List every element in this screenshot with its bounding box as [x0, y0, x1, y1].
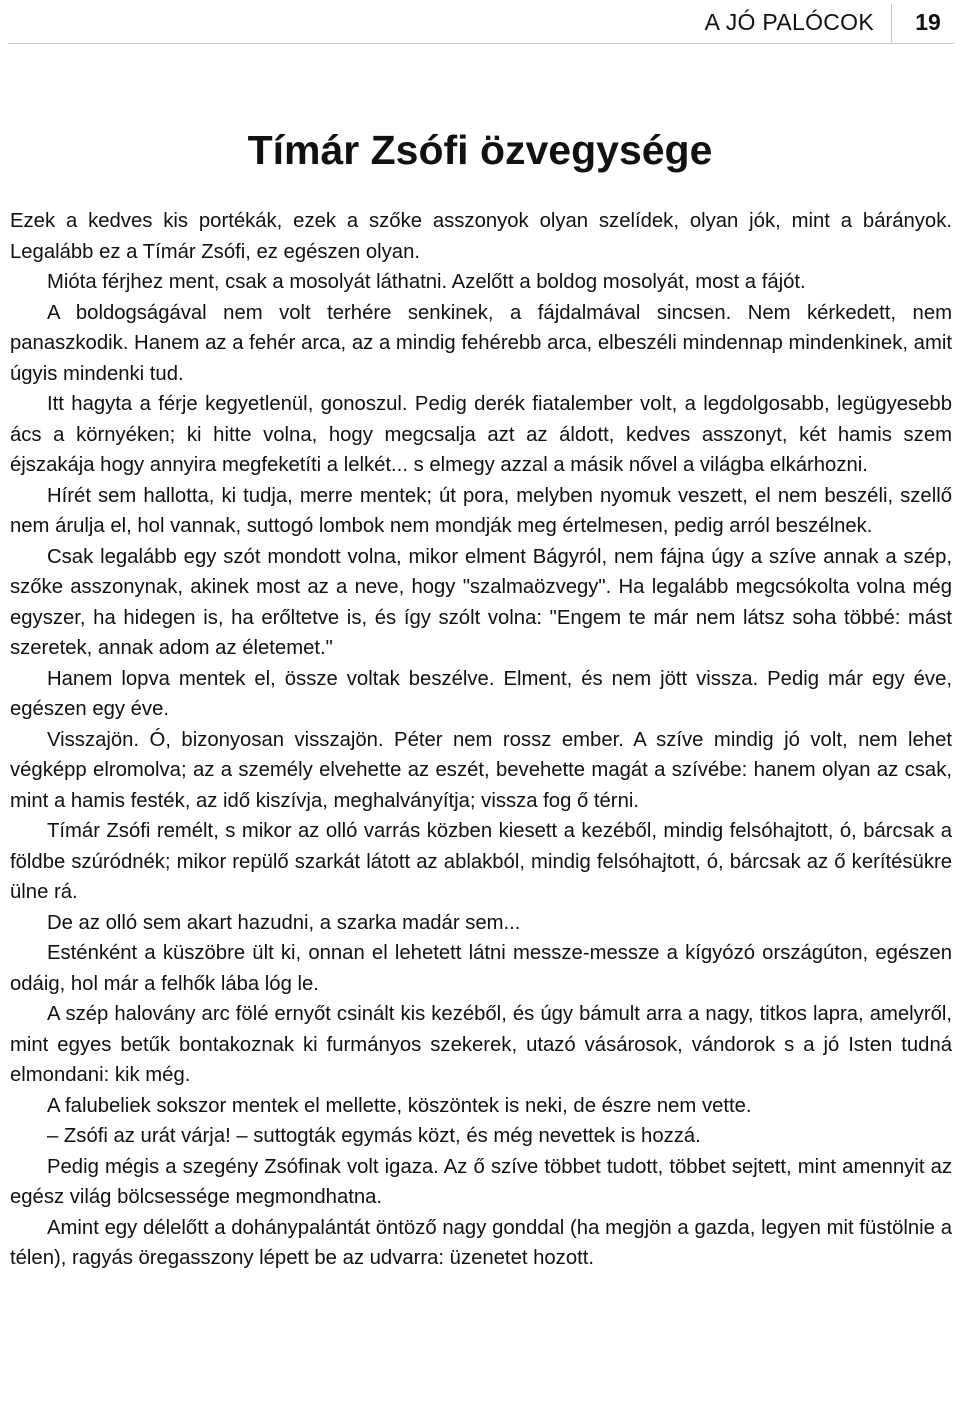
paragraph: Mióta férjhez ment, csak a mosolyát láthatni. Azelőtt a boldog mosolyát, most a fájót.: [47, 271, 806, 293]
paragraph: Pedig mégis a szegény Zsófinak volt igaza. Az ő szíve többet tudott, többet sejtett, mint amennyit az egész világ bölcsessége megmondhatna.: [10, 1155, 952, 1208]
chapter-title: Tímár Zsófi özvegysége: [247, 127, 713, 173]
paragraph: Visszajön. Ó, bizonyosan visszajön. Péter nem rossz ember. A szíve mindig jó volt, nem lehet végképp elromolva; az a személy elvehette az eszét, bevehette magát a szívébe: hanem olyan az csak, mint a hamis festék, az idő kiszívja, meghalványítja; vissza fog ő térni.: [10, 728, 952, 812]
paragraph: Hanem lopva mentek el, össze voltak beszélve. Elment, és nem jött vissza. Pedig már egy éve, egészen egy éve.: [10, 667, 952, 720]
header-vertical-divider: [891, 4, 892, 42]
running-header-title: A JÓ PALÓCOK: [704, 9, 874, 35]
paragraph: – Zsófi az urát várja! – suttogták egymás közt, és még nevettek is hozzá.: [47, 1125, 701, 1147]
paragraph: A szép halovány arc fölé ernyőt csinált kis kezéből, és úgy bámult arra a nagy, titkos lapra, amelyről, mint egyes betűk bontakoznak ki furmányos szekerek, utazó vásárosok, vándorok s a jó Isten tudná elmondani: kik még.: [10, 1003, 952, 1086]
paragraph: De az olló sem akart hazudni, a szarka madár sem...: [47, 911, 521, 934]
paragraph: Amint egy délelőtt a dohánypalántát öntöző nagy gonddal (ha megjön a gazda, legyen mit füstölnie a télen), ragyás öregasszony lépett be az udvarra: üzenetet hozott.: [10, 1216, 952, 1269]
paragraph: A boldogságával nem volt terhére senkinek, a fájdalmával sincsen. Nem kérkedett, nem panaszkodik. Hanem az a fehér arca, az a mindig fehérebb arca, elbeszéli mindennap mindenkinek, amit úgyis mindenki tud.: [10, 301, 952, 385]
header-rule: [8, 43, 954, 44]
paragraph: Itt hagyta a férje kegyetlenül, gonoszul. Pedig derék fiatalember volt, a legdolgosabb, legügyesebb ács a környéken; ki hitte volna, hogy megcsalja azt az áldott, kedves asszonyt, két hamis szem éjszakája hogy annyira megfeketíti a lelkét... s elmegy azzal a másik nővel a világba elkárhozni.: [10, 393, 952, 476]
page-number: 19: [915, 9, 941, 35]
body-text: [10, 206, 952, 1274]
paragraph: A falubeliek sokszor mentek el mellette, köszöntek is neki, de észre nem vette.: [47, 1094, 752, 1117]
paragraph: Hírét sem hallotta, ki tudja, merre mentek; út pora, melyben nyomuk veszett, el nem beszéli, szellő nem árulja el, hol vannak, suttogó lombok nem mondják meg értelmesen, pedig arról beszélnek.: [10, 484, 952, 537]
page-header: [0, 0, 960, 44]
paragraph: Esténként a küszöbre ült ki, onnan el lehetett látni messze-messze a kígyózó országúton, egészen odáig, hol már a felhők lába lóg le.: [10, 942, 952, 995]
paragraph: Tímár Zsófi remélt, s mikor az olló varrás közben kiesett a kezéből, mindig felsóhajtott, ó, bárcsak a földbe szúródnék; mikor repülő szarkát látott az ablakból, mindig felsóhajtott, ó, bárcsak az ő kerítésükre ülne rá.: [10, 820, 952, 903]
paragraph: Csak legalább egy szót mondott volna, mikor elment Bágyról, nem fájna úgy a szíve annak a szép, szőke asszonynak, akinek most az a neve, hogy "szalmaözvegy". Ha legalább megcsókolta volna még egyszer, ha hidegen is, ha erőltetve is, és így szólt volna: "Engem te már nem látsz soha többé: mást szeretek, annak adom az életemet.": [10, 545, 952, 659]
paragraph: Ezek a kedves kis portékák, ezek a szőke asszonyok olyan szelídek, olyan jók, mint a bárányok. Legalább ez a Tímár Zsófi, ez egészen olyan.: [10, 210, 952, 263]
